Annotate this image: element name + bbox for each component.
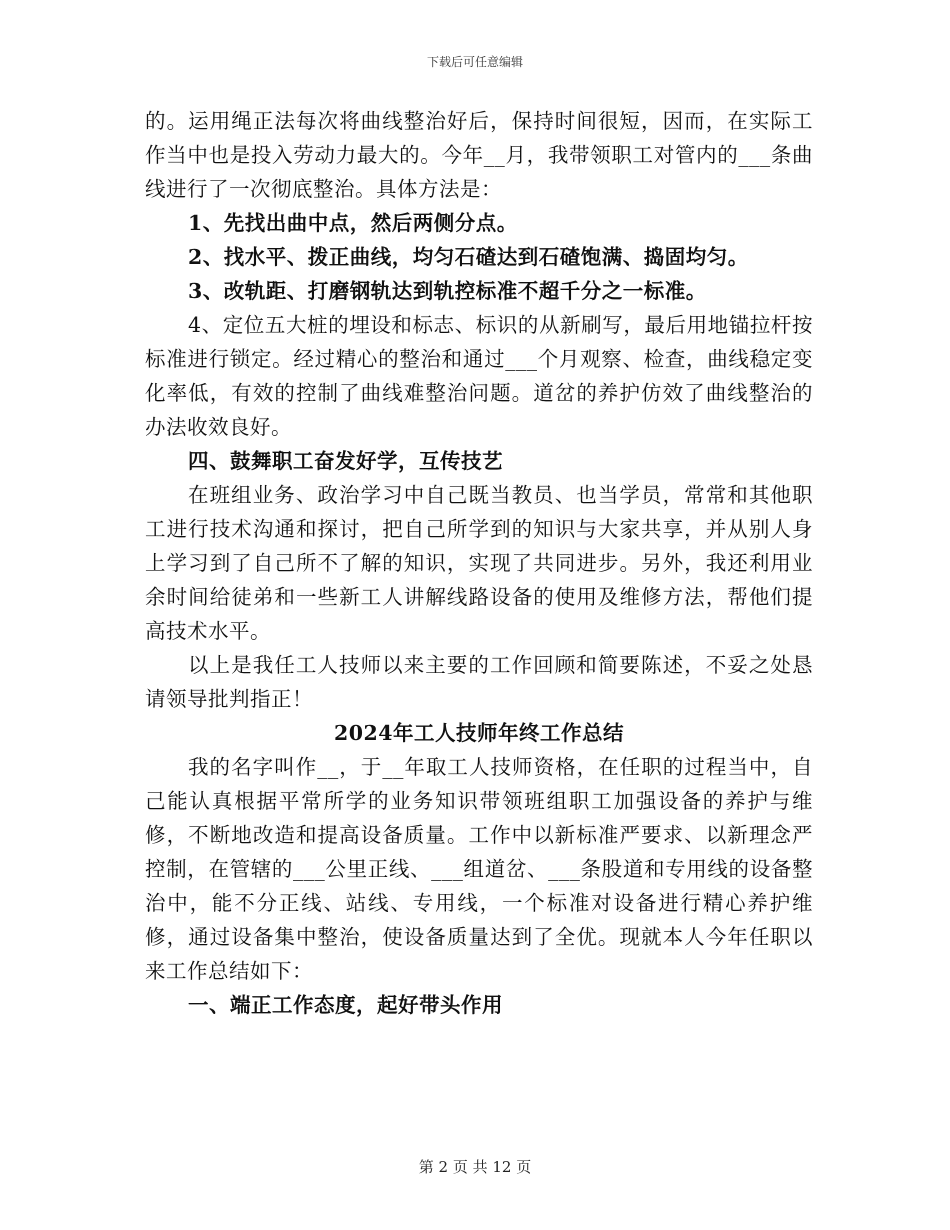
step-item-3: 3、改轨距、打磨钢轨达到轨控标准不超千分之一标准。 [188,279,707,303]
paragraph-closing: 以上是我任工人技师以来主要的工作回顾和简要陈述，不妥之处恳请领导批判指正！ [145,653,813,711]
step-item-2: 2、找水平、拨正曲线，均匀石碴达到石碴饱满、捣固均匀。 [188,245,749,269]
page-header: 下载后可任意编辑 [426,55,523,69]
page-footer: 第 2 页 共 12 页 [418,1158,532,1176]
section-heading-4: 四、鼓舞职工奋发好学，互传技艺 [188,449,503,473]
step-item-4: 4、定位五大桩的埋设和标志、标识的从新刷写，最后用地锚拉杆按标准进行锁定。经过精心的整治和通过___个月观察、检查，曲线稳定变化率低，有效的控制了曲线难整治问题。道岔的养护仿效了曲线整治的办法收效良好。 [145,313,813,439]
paragraph-learning: 在班组业务、政治学习中自己既当教员、也当学员，常常和其他职工进行技术沟通和探讨，把自己所学到的知识与大家共享，并从别人身上学习到了自己所不了解的知识，实现了共同进步。另外，我还利用业余时间给徒弟和一些新工人讲解线路设备的使用及维修方法，帮他们提高技术水平。 [145,483,813,643]
document-title: 2024年工人技师年终工作总结 [333,721,625,745]
step-item-1: 1、先找出曲中点，然后两侧分点。 [188,211,518,235]
paragraph-intro: 我的名字叫作__，于__年取工人技师资格，在任职的过程当中，自己能认真根据平常所学的业务知识带领班组职工加强设备的养护与维修，不断地改造和提高设备质量。工作中以新标准严要求、以新理念严控制，在管辖的___公里正线、___组道岔、___条股道和专用线的设备整治中，能不分正线、站线、专用线，一个标准对设备进行精心养护维修，通过设备集中整治，使设备质量达到了全优。现就本人今年任职以来工作总结如下： [145,755,813,983]
document-body [145,104,813,1022]
paragraph-continuation: 的。运用绳正法每次将曲线整治好后，保持时间很短，因而，在实际工作当中也是投入劳动力最大的。今年__月，我带领职工对管内的___条曲线进行了一次彻底整治。具体方法是： [145,109,813,201]
section-heading-1: 一、端正工作态度，起好带头作用 [188,993,503,1017]
